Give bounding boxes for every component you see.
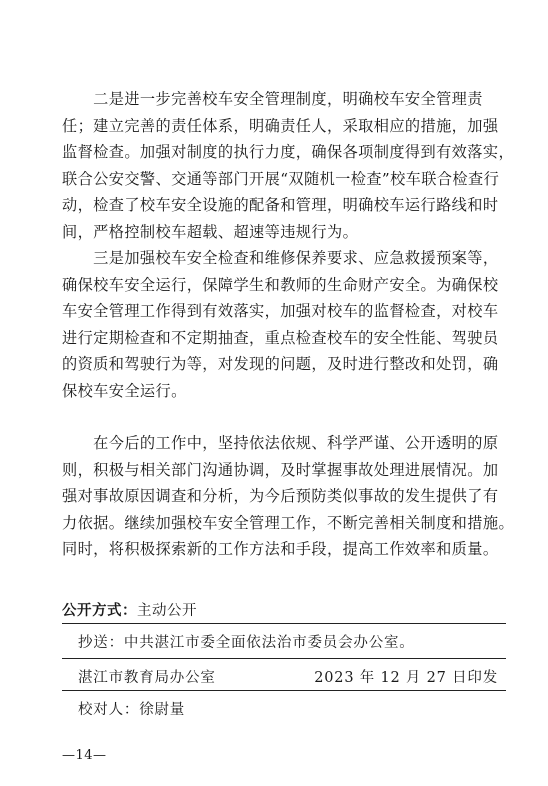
text-line: 同时，将积极探索新的工作方法和手段，提高工作效率和质量。 <box>62 540 499 559</box>
page-number: —14— <box>62 748 107 763</box>
text-line: 监督检查。加强对制度的执行力度，确保各项制度得到有效落实， <box>62 143 515 162</box>
text-line: 保校车安全运行。 <box>62 381 187 400</box>
divider-line <box>62 658 506 659</box>
paragraph-3 <box>62 430 515 563</box>
issue-date: 2023 年 12 月 27 日印发 <box>314 670 498 686</box>
text-line: 间，严格控制校车超载、超速等违规行为。 <box>62 222 359 241</box>
text-line: 动，检查了校车安全设施的配备和管理，明确校车运行路线和时 <box>62 196 499 215</box>
text-line: 联合公安交警、交通等部门开展“双随机一检查”校车联合检查行 <box>62 169 500 188</box>
paragraph-2 <box>62 245 506 405</box>
divider-line <box>62 623 506 624</box>
text-line: 确保校车安全运行，保障学生和教师的生命财产安全。为确保校 <box>62 275 499 294</box>
text-line: 二是进一步完善校车安全管理制度，明确校车安全管理责 <box>62 90 483 108</box>
divider-line <box>62 690 506 691</box>
proofreader: 校对人：徐尉量 <box>78 702 186 718</box>
disclosure-mode <box>62 599 197 620</box>
text-line: 在今后的工作中，坚持依法依规、科学严谨、公开透明的原 <box>62 434 499 452</box>
disclosure-mode-value: 主动公开 <box>137 603 197 619</box>
text-line: 车安全管理工作得到有效落实，加强对校车的监督检查，对校车 <box>62 302 499 321</box>
text-line: 任；建立完善的责任体系，明确责任人，采取相应的措施，加强 <box>62 116 499 135</box>
text-line: 则，积极与相关部门沟通协调，及时掌握事故处理进展情况。加 <box>62 460 499 479</box>
disclosure-mode-label: 公开方式： <box>62 603 137 619</box>
text-line: 的资质和驾驶行为等，对发现的问题，及时进行整改和处罚，确 <box>62 355 499 374</box>
text-line: 三是加强校车安全检查和维修保养要求、应急救援预案等， <box>62 249 499 267</box>
paragraph-1 <box>62 86 515 246</box>
text-line: 强对事故原因调查和分析，为今后预防类似事故的发生提供了有 <box>62 487 499 506</box>
cc-line: 抄送：中共湛江市委全面依法治市委员会办公室。 <box>78 635 415 651</box>
text-line: 力依据。继续加强校车安全管理工作，不断完善相关制度和措施。 <box>62 513 515 532</box>
issuing-office: 湛江市教育局办公室 <box>78 670 216 686</box>
text-line: 进行定期检查和不定期抽查，重点检查校车的安全性能、驾驶员 <box>62 328 499 347</box>
